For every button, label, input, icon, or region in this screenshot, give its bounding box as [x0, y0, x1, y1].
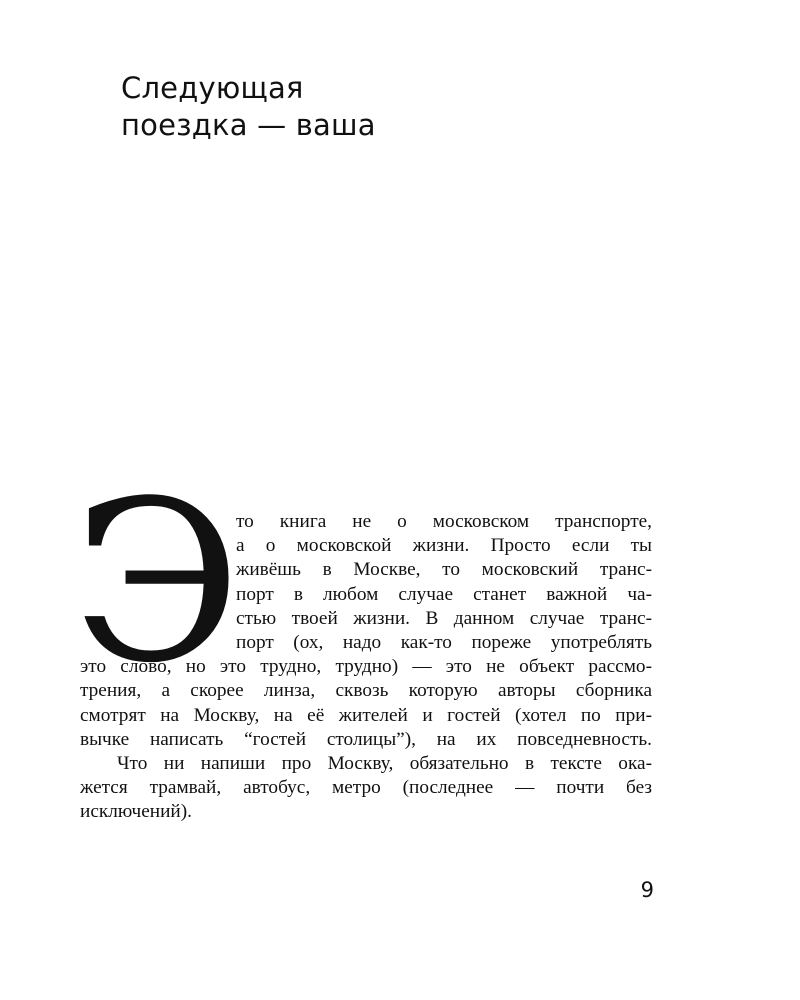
text-line: живёшь в Москве, то московский транс- — [236, 559, 652, 581]
body-text — [80, 510, 652, 824]
text-line: жется трамвай, автобус, метро (последнее — почти без — [80, 777, 652, 799]
chapter-title-line: Следующая — [121, 71, 304, 105]
text-line: Что ни напиши про Москву, обязательно в тексте ока- — [117, 752, 652, 774]
text-line: а о московской жизни. Просто если ты — [236, 535, 652, 557]
chapter-title — [121, 70, 376, 144]
page-number: 9 — [640, 878, 654, 902]
text-line: порт в любом случае станет важной ча- — [236, 583, 652, 605]
text-line: исключений). — [80, 801, 192, 823]
text-line: то книга не о московском транспорте, — [236, 511, 652, 532]
text-line: порт (ох, надо как-то пореже употреблять — [236, 631, 652, 653]
drop-cap-letter: Э — [72, 454, 242, 712]
text-line: смотрят на Москву, на её жителей и гостей (хотел по при- — [80, 704, 652, 726]
text-line: это слово, но это трудно, трудно) — это не объект рассмо- — [80, 656, 652, 678]
text-line: стью твоей жизни. В данном случае транс- — [236, 607, 652, 629]
chapter-title-line: поездка — ваша — [121, 108, 376, 142]
text-line: трения, а скорее линза, сквозь которую авторы сборника — [80, 680, 652, 702]
text-line: вычке написать “гостей столицы”), на их повседневность. — [80, 728, 652, 750]
